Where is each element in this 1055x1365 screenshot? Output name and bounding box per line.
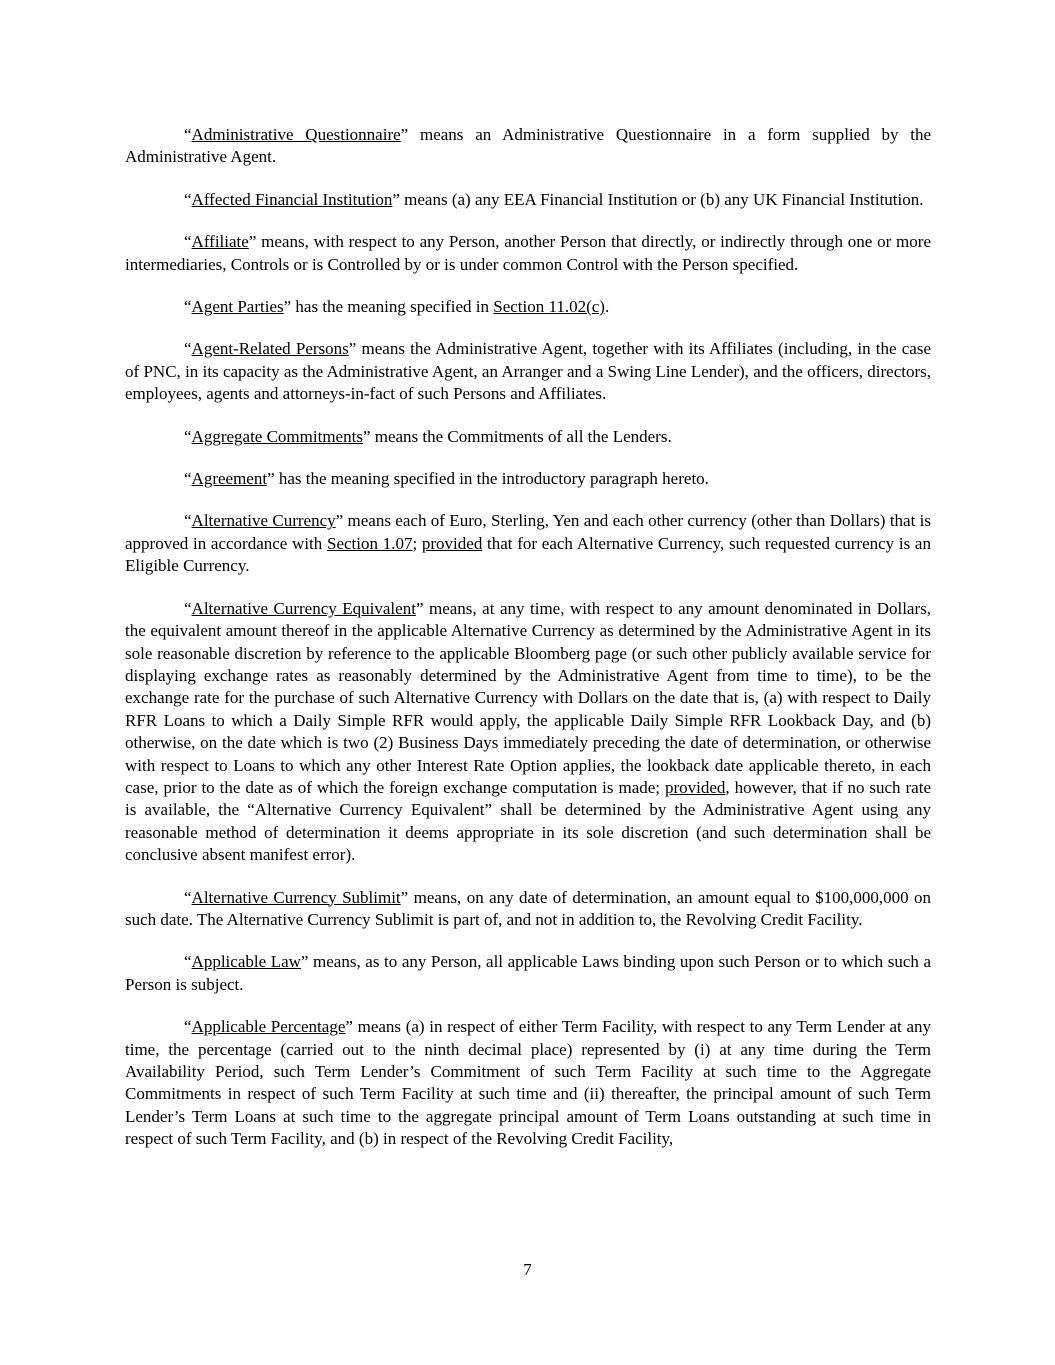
text-run: “ <box>184 1017 192 1037</box>
text-run: ” means (a) any EEA Financial Institution or (b) any UK Financial Institution. <box>392 189 924 209</box>
paragraph <box>125 296 931 318</box>
defined-term: Agreement <box>191 469 268 489</box>
defined-term: Agent Parties <box>191 297 284 317</box>
paragraph <box>125 951 931 996</box>
text-run: ” means, at any time, with respect to any amount denominated in Dollars, the equivalent amount thereof in the applicable Alternative Currency as determined by the Administrative Agent in its sole reasonable discretion by reference to the applicable Bloomberg page (or such other publicly available service for displaying exchange rates as reasonably determined by the Administrative Agent from time to time), to be the exchange rate for the purchase of such Alternative Currency with Dollars on the date that is, (a) with respect to Daily RFR Loans to which a Daily Simple RFR would apply, the applicable Daily Simple RFR Lookback Day, and (b) otherwise, on the date which is two (2) Business Days immediately preceding the date of determination, or otherwise with respect to Loans to which any other Interest Rate Option applies, the lookback date applicable thereto, in each case, prior to the date as of which the foreign exchange computation is made; <box>125 598 931 797</box>
paragraph <box>125 598 931 867</box>
defined-term: Section 11.02(c) <box>493 297 605 317</box>
defined-term: Applicable Percentage <box>191 1017 346 1037</box>
text-run: “ <box>184 297 192 317</box>
paragraph <box>125 426 931 448</box>
text-run: ” means, with respect to any Person, another Person that directly, or indirectly through one or more intermediaries, Controls or is Controlled by or is under common Control with the Person specified. <box>125 232 931 274</box>
defined-term: Alternative Currency Sublimit <box>191 887 401 907</box>
defined-term: Agent-Related Persons <box>191 339 349 359</box>
text-run: ” means, on any date of determination, an amount equal to $100,000,000 on such date. The Alternative Currency Sublimit is part of, and not in addition to, the Revolving Credit Facility. <box>125 887 932 929</box>
text-run: “ <box>184 887 192 907</box>
defined-term: Affiliate <box>191 232 249 252</box>
paragraph <box>125 338 931 405</box>
text-run: ” means (a) in respect of either Term Facility, with respect to any Term Lender at any time, the percentage (carried out to the ninth decimal place) represented by (i) at any time during the Term Availability Period, such Term Lender’s Commitment of such Term Facility at such time to the Aggregate Commitments in respect of such Term Facility at such time and (ii) thereafter, the principal amount of such Term Lender’s Term Loans at such time to the aggregate principal amount of Term Loans outstanding at such time in respect of such Term Facility, and (b) in respect of the Revolving Credit Facility, <box>125 1017 931 1149</box>
text-run: ” means an Administrative Questionnaire in a form supplied by the Administrative Agent. <box>125 125 932 167</box>
text-run: ” means the Administrative Agent, together with its Affiliates (including, in the case of PNC, in its capacity as the Administrative Agent, an Arranger and a Swing Line Lender), and the officers, directors, employees, agents and attorneys-in-fact of such Persons and Affiliates. <box>125 339 931 404</box>
paragraph <box>125 887 931 932</box>
text-run: “ <box>184 232 192 252</box>
paragraph <box>125 510 931 577</box>
text-run: “ <box>184 339 192 359</box>
text-run: ” has the meaning specified in <box>283 297 494 317</box>
defined-term: Applicable Law <box>191 952 301 972</box>
text-run: “ <box>184 469 192 489</box>
document-body <box>125 124 931 1171</box>
defined-term: Alternative Currency Equivalent <box>191 598 416 618</box>
text-run: ” has the meaning specified in the introductory paragraph hereto. <box>267 469 709 489</box>
paragraph <box>125 231 931 276</box>
text-run: , however, that if no such rate is available, the “Alternative Currency Equivalent” shall be determined by the Administrative Agent using any reasonable method of determination it deems appropriate in its sole discretion (and such determination shall be conclusive absent manifest error). <box>125 777 931 865</box>
paragraph <box>125 189 931 211</box>
defined-term: Administrative Questionnaire <box>191 125 401 144</box>
text-run: ; <box>412 533 422 553</box>
defined-term: provided <box>421 533 483 553</box>
defined-term: Affected Financial Institution <box>191 189 393 209</box>
defined-term: Section 1.07 <box>326 533 413 553</box>
text-run: “ <box>184 189 192 209</box>
text-run: “ <box>184 952 192 972</box>
text-run: “ <box>184 125 192 144</box>
paragraph <box>125 1016 931 1150</box>
page-number: 7 <box>523 1260 532 1279</box>
text-run: “ <box>184 426 192 446</box>
text-run: that for each Alternative Currency, such requested currency is an Eligible Currency. <box>125 533 931 576</box>
text-run: ” means the Commitments of all the Lenders. <box>362 426 672 446</box>
defined-term: Alternative Currency <box>191 511 336 531</box>
text-run: “ <box>184 598 192 618</box>
paragraph <box>125 468 931 490</box>
paragraph <box>125 124 931 169</box>
text-run: ” means, as to any Person, all applicable Laws binding upon such Person or to which such a Person is subject. <box>125 952 931 994</box>
defined-term: Aggregate Commitments <box>191 426 363 446</box>
text-run: . <box>604 297 610 317</box>
defined-term: provided <box>664 777 726 797</box>
text-run: “ <box>184 511 192 531</box>
text-run: ” means each of Euro, Sterling, Yen and each other currency (other than Dollars) that is approved in accordance with <box>125 511 932 553</box>
